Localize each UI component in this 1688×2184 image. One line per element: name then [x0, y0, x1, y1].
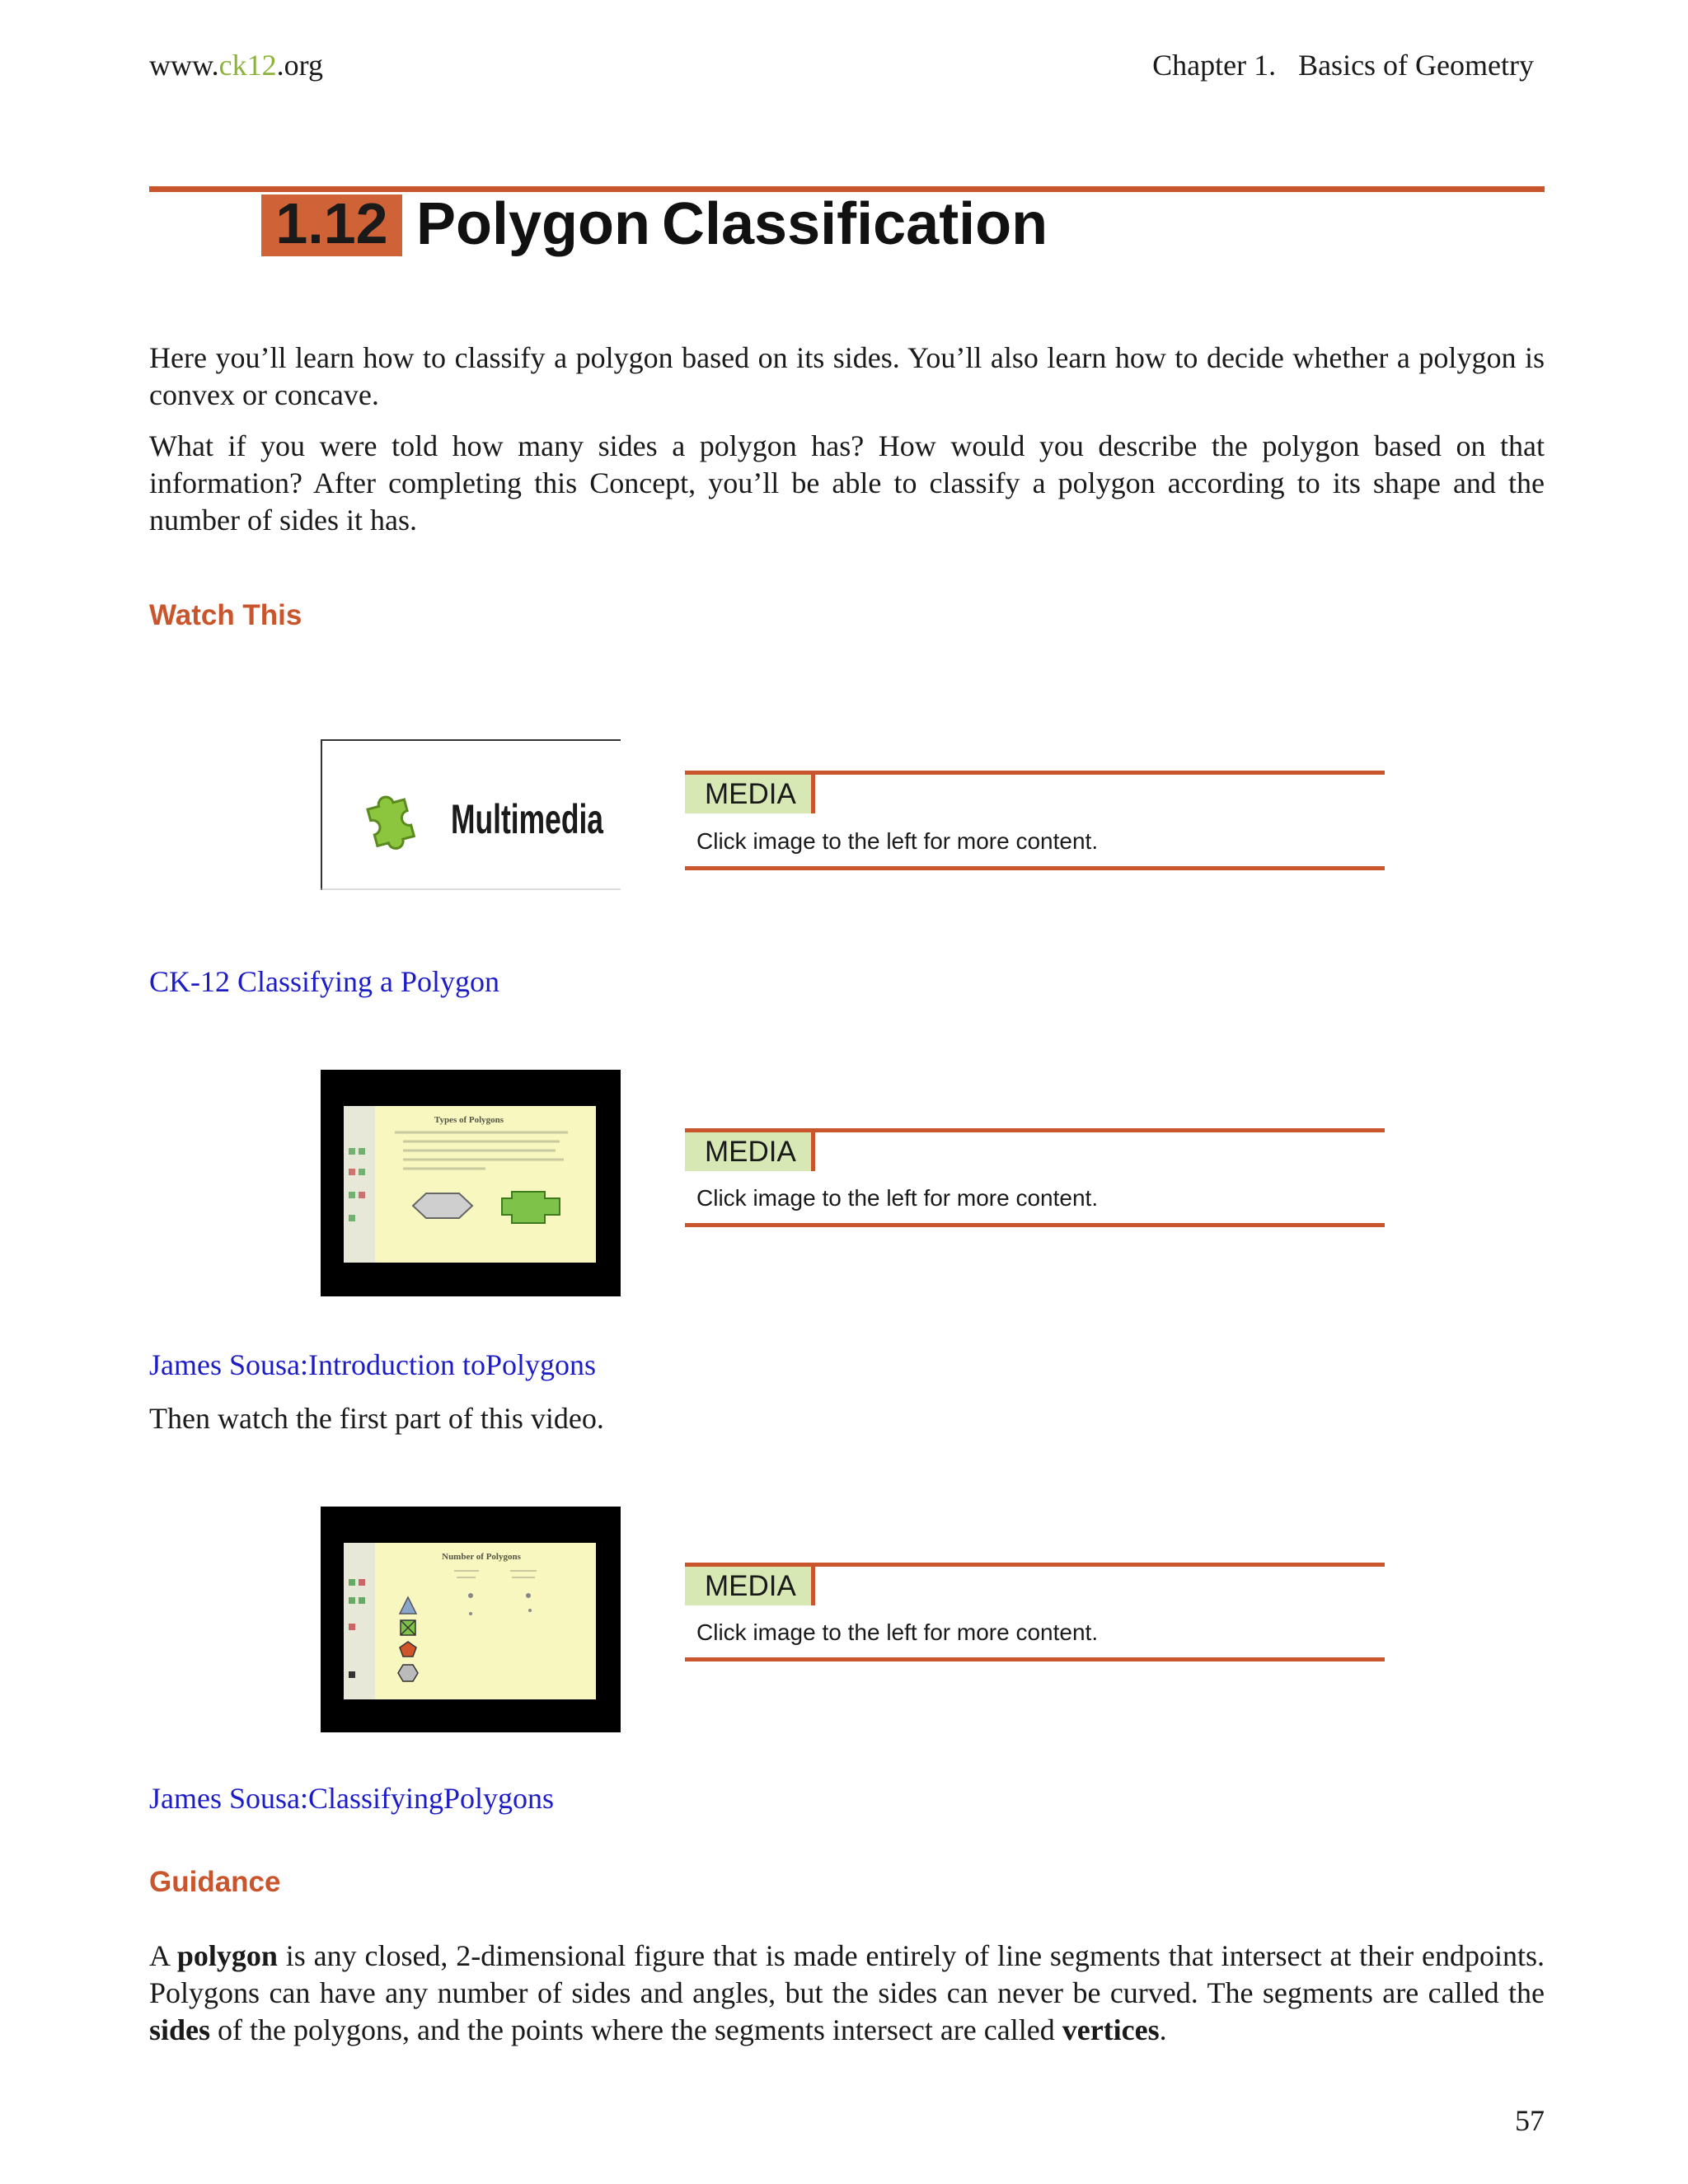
media-link-3[interactable]: James Sousa:ClassifyingPolygons [149, 1782, 555, 1815]
term-sides: sides [149, 2013, 211, 2046]
site-url-brand: ck12 [218, 49, 277, 82]
site-url[interactable] [149, 48, 323, 82]
term-vertices: vertices [1062, 2013, 1160, 2046]
media-tag-3: MEDIA [685, 1567, 815, 1605]
guidance-text-3: of the polygons, and the points where the segments intersect are called [210, 2013, 1062, 2046]
guidance-text-4: . [1159, 2013, 1167, 2046]
chapter-header: Chapter 1. Basics of Geometry [1152, 49, 1534, 82]
media-thumbnail-3[interactable] [321, 1507, 621, 1732]
media-caption-1: Click image to the left for more content. [696, 828, 1099, 854]
guidance-heading: Guidance [149, 1866, 281, 1898]
multimedia-thumbnail-image [321, 739, 621, 890]
intro-paragraph-1: Here you’ll learn how to classify a polygon based on its sides. You’ll also learn how to decide whether a polygon is convex or concave. [149, 341, 1545, 411]
media-thumbnail-1[interactable] [321, 739, 621, 890]
media-caption-3: Click image to the left for more content. [696, 1619, 1099, 1645]
page-number: 57 [1515, 2104, 1545, 2137]
term-polygon: polygon [176, 1939, 278, 1972]
media-caption-2: Click image to the left for more content. [696, 1185, 1099, 1211]
guidance-paragraph [149, 1938, 1545, 2049]
site-url-prefix: www. [149, 49, 219, 82]
media-tag-2: MEDIA [685, 1132, 815, 1171]
polygon-types-video-thumbnail [321, 1070, 621, 1296]
media-link-1[interactable]: CK-12 Classifying a Polygon [149, 965, 500, 998]
guidance-text-1: A [149, 1939, 177, 1972]
guidance-text-2: is any closed, 2-dimensional figure that is made entirely of line segments that intersect at their endpoints. Polygons can have any number of sides and angles, but the sides can never be curved. The segments are called the [149, 1939, 1545, 2009]
site-url-suffix: .org [276, 49, 323, 82]
watch-this-heading: Watch This [149, 599, 302, 631]
media-link-2[interactable]: James Sousa:Introduction toPolygons [149, 1348, 596, 1381]
media-rule-bottom-3 [685, 1657, 1385, 1661]
thumb-title-3: Number of Polygons [442, 1552, 521, 1562]
media-thumbnail-2[interactable] [321, 1070, 621, 1296]
media-rule-bottom-1 [685, 866, 1385, 870]
thumb-title-2: Types of Polygons [434, 1115, 504, 1125]
page-title: Polygon Classification [416, 191, 1048, 257]
then-watch-text: Then watch the first part of this video. [149, 1402, 604, 1435]
media-tag-1: MEDIA [685, 775, 815, 813]
multimedia-thumb-label: Multimedia [451, 796, 604, 842]
polygon-count-video-thumbnail [321, 1507, 621, 1732]
media-rule-bottom-2 [685, 1223, 1385, 1227]
section-number: 1.12 [275, 191, 388, 255]
intro-paragraph-2: What if you were told how many sides a polygon has? How would you describe the polygon based on that information? After completing this Concept, you’ll be able to classify a polygon according to its shape and the number of sides it has. [149, 429, 1545, 537]
